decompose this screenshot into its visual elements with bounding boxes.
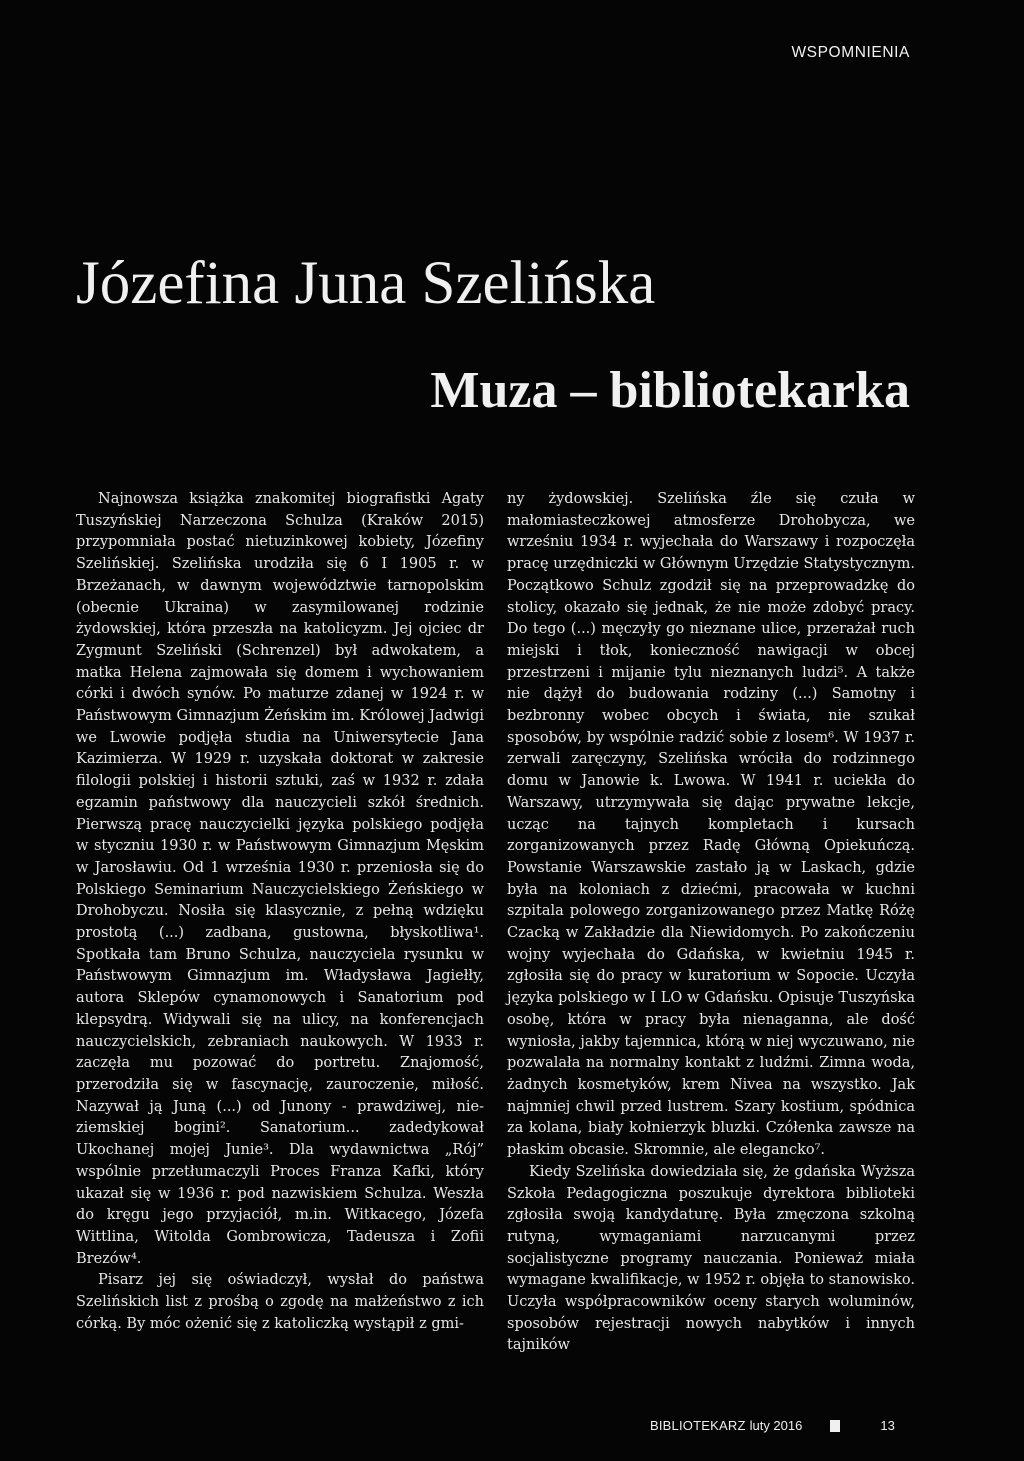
section-label: WSPOMNIENIA — [791, 44, 910, 61]
journal-name: BIBLIOTEKARZ — [650, 1418, 746, 1433]
article-subtitle: Muza – bibliotekarka — [430, 362, 910, 420]
page-number: 13 — [880, 1418, 895, 1433]
right-column — [507, 489, 915, 1357]
left-column — [76, 489, 484, 1335]
page-footer — [600, 1418, 920, 1433]
paragraph: Pisarz jej się oświadczył, wysłał do państwa Szelińskich list z prośbą o zgodę na małżeństwo z ich córką. By móc ożenić się z katoliczką wystąpił z gmi- — [76, 1272, 484, 1332]
paragraph: ny żydowskiej. Szelińska źle się czuła w małomiasteczkowej atmosferze Drohobycza, we wrześniu 1934 r. wyjechała do Warszawy i rozpoczęła pracę urzędniczki w Głównym Urzędzie Statystycznym. Początkowo Schulz zgodził się na przeprowadzkę do stolicy, okazało się jednak, że nie może zdobyć pracy. Do tego (...) męczyły go nieznane ulice, przerażał ruch miejski i tłok, konieczność nawigacji w obcej przestrzeni i mijanie tylu nieznanych ludzi⁵. A także nie dążył do budowania rodziny (...) Samotny i bezbronny wobec obcych i świata, nie szukał sposobów, by wspólnie radzić sobie z losem⁶. W 1937 r. zerwali zaręczyny, Szelińska wróciła do rodzinnego domu w Janowie k. Lwowa. W 1941 r. uciekła do Warszawy, utrzymywała się dając prywatne lekcje, ucząc na tajnych kompletach i kursach zorganizowanych przez Radę Główną Opiekuńczą. Powstanie Warszawskie zastało ją w Laskach, gdzie była na koloniach z dziećmi, pracowała w kuchni szpitala polowego zorganizowanego przez Matkę Różę Czacką w Zakładzie dla Niewidomych. Po zakończeniu wojny wyjechała do Gdańska, w kwietniu 1945 r. zgłosiła się do pracy w kuratorium w Sopocie. Uczyła języka polskiego w I LO w Gdańsku. Opisuje Tuszyńska osobę, która w pracy była nienaganna, ale dość wyniosła, jakby tajemnica, którą w niej wyczuwano, nie pozwalała na normalny kontakt z ludźmi. Zimna woda, żadnych kosmetyków, krem Nivea na wszystko. Jak najmniej chwil przed lustrem. Szary kostium, spódnica za kolana, biały kołnierzyk bluzki. Czółenka zawsze na płaskim obcasie. Skromnie, ale elegancko⁷. — [507, 491, 915, 1159]
issue-date: luty 2016 — [749, 1418, 803, 1433]
article-title: Józefina Juna Szelińska — [76, 249, 656, 317]
paragraph: Najnowsza książka znakomitej biografistki Agaty Tuszyńskiej Narzeczona Schulza (Kraków 2015) przypomniała postać nietuzinkowej kobiety, Józefiny Szelińskiej. Szelińska urodziła się 6 I 1905 r. w Brzeżanach, w dawnym województwie tarnopolskim (obecnie Ukraina) w zasymilowanej rodzinie żydowskiej, która przeszła na katolicyzm. Jej ojciec dr Zygmunt Szeliński (Schrenzel) był adwokatem, a matka Helena zajmowała się domem i wychowaniem córki i dwóch synów. Po maturze zdanej w 1924 r. w Państwowym Gimnazjum Żeńskim im. Królowej Jadwigi we Lwowie podjęła studia na Uniwersytecie Jana Kazimierza. W 1929 r. uzyskała doktorat w zakresie filologii polskiej i historii sztuki, zaś w 1932 r. zdała egzamin państwowy dla nauczycieli szkół średnich. Pierwszą pracę nauczycielki języka polskiego podjęła w styczniu 1930 r. w Państwowym Gimnazjum Męskim w Jarosławiu. Od 1 września 1930 r. przeniosła się do Polskiego Seminarium Nauczycielskiego Żeńskiego w Drohobyczu. Nosiła się klasycznie, z pełną wdzięku prostotą (...) zadbana, gustowna, błyskotliwa¹. Spotkała tam Bruno Schulza, nauczyciela rysunku w Państwowym Gimnazjum im. Władysława Jagiełły, autora Sklepów cynamonowych i Sanatorium pod klepsydrą. Widywali się na ulicy, na konferencjach nauczycielskich, zebraniach naukowych. W 1933 r. zaczęła mu pozować do portretu. Znajomość, przerodziła się w fascynację, zauroczenie, miłość. Nazywał ją Juną (...) od Junony - prawdziwej, nie-ziemskiej bogini². Sanatorium... zadedykował Ukochanej mojej Junie³. Dla wydawnictwa „Rój” wspólnie przetłumaczyli Proces Franza Kafki, który ukazał się w 1936 r. pod nazwiskiem Schulza. Weszła do kręgu jego przyjaciół, m.in. Witkacego, Józefa Wittlina, Witolda Gombrowicza, Tadeusza i Zofii Brezów⁴. — [76, 491, 484, 1267]
paragraph: Kiedy Szelińska dowiedziała się, że gdańska Wyższa Szkoła Pedagogiczna poszukuje dyrektora biblioteki zgłosiła swoją kandydaturę. Była zmęczona szkolną rutyną, wymaganiami narzucanymi przez socjalistyczne programy nauczania. Ponieważ miała wymagane kwalifikacje, w 1952 r. objęła to stanowisko. Uczyła współpracowników oceny starych woluminów, sposobów rejestracji nowych nabytków i innych tajników — [507, 1163, 915, 1354]
square-marker-icon — [830, 1420, 840, 1432]
